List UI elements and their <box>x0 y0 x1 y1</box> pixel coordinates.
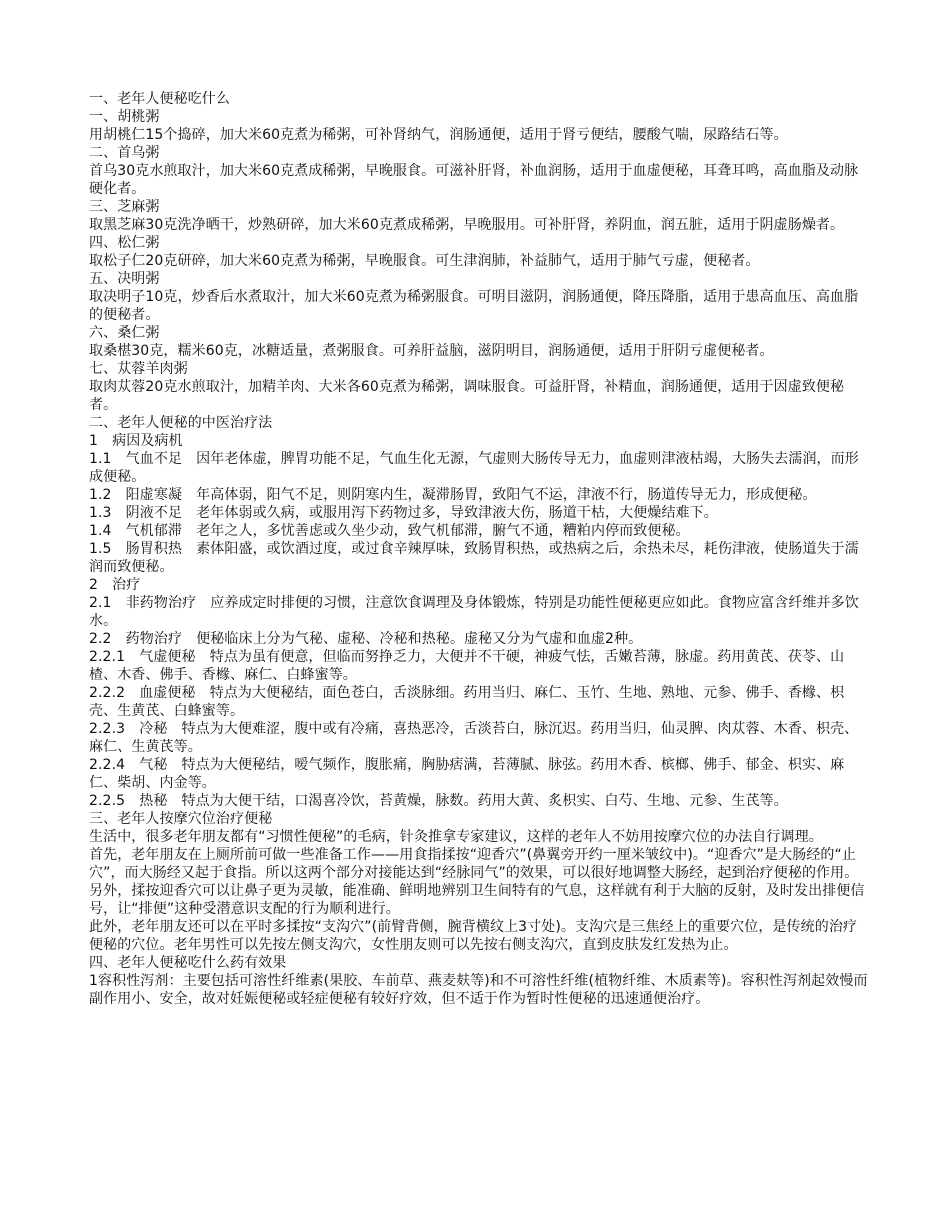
text-line: 1 病因及病机 <box>89 433 183 449</box>
text-line: 取决明子10克，炒香后水煮取汁，加大米60克煮为稀粥服食。可明目滋阴，润肠通便，降压降脂，适用于患高血压、高血脂的便秘者。 <box>89 289 859 323</box>
text-line: 取桑椹30克，糯米60克，冰糖适量，煮粥服食。可养肝益脑，滋阴明目，润肠通便，适用于肝阴亏虚便秘者。 <box>89 343 774 359</box>
text-line: 取肉苁蓉20克水煎取汁，加精羊肉、大米各60克煮为稀粥，调味服食。可益肝肾，补精血，润肠通便，适用于因虚致便秘者。 <box>89 379 845 413</box>
document-body <box>89 90 868 1008</box>
text-line: 生活中，很多老年朋友都有“习惯性便秘”的毛病，针灸推拿专家建议，这样的老年人不妨用按摩穴位的办法自行调理。 <box>89 829 823 845</box>
text-line: 用胡桃仁15个捣碎，加大米60克煮为稀粥，可补肾纳气，润肠通便，适用于肾亏便结，腰酸气喘，尿路结石等。 <box>89 127 788 143</box>
text-line: 七、苁蓉羊肉粥 <box>89 361 188 377</box>
text-line: 1.3 阴液不足 老年体弱或久病，或服用泻下药物过多，导致津液大伤，肠道干枯，大便燥结难下。 <box>89 505 718 521</box>
text-line: 2.1 非药物治疗 应养成定时排便的习惯，注意饮食调理及身体锻炼，特别是功能性便秘更应如此。食物应富含纤维并多饮水。 <box>89 595 859 629</box>
text-line: 四、老年人便秘吃什么药有效果 <box>89 955 287 971</box>
text-line: 二、老年人便秘的中医治疗法 <box>89 415 273 431</box>
text-line: 2.2.2 血虚便秘 特点为大便秘结，面色苍白，舌淡脉细。药用当归、麻仁、玉竹、生地、熟地、元参、佛手、香橼、枳壳、生黄芪、白蜂蜜等。 <box>89 685 845 719</box>
text-line: 三、老年人按摩穴位治疗便秘 <box>89 811 273 827</box>
text-line: 2.2 药物治疗 便秘临床上分为气秘、虚秘、冷秘和热秘。虚秘又分为气虚和血虚2种。 <box>89 631 643 647</box>
text-line: 1容积性泻剂：主要包括可溶性纤维素(果胶、车前草、燕麦麸等)和不可溶性纤维(植物纤维、木质素等)。容积性泻剂起效慢而副作用小、安全，故对妊娠便秘或轻症便秘有较好疗效，但不适于作为暂时性便秘的迅速通便治疗。 <box>89 973 868 1007</box>
text-line: 2.2.5 热秘 特点为大便干结，口渴喜冷饮，苔黄燥，脉数。药用大黄、炙枳实、白芍、生地、元参、生芪等。 <box>89 793 788 809</box>
text-line: 六、桑仁粥 <box>89 325 160 341</box>
text-line: 此外，老年朋友还可以在平时多揉按“支沟穴”(前臂背侧，腕背横纹上3寸处)。支沟穴是三焦经上的重要穴位，是传统的治疗便秘的穴位。老年男性可以先按左侧支沟穴，女性朋友则可以先按右侧支沟穴，直到皮肤发红发热为止。 <box>89 919 858 953</box>
text-line: 2.2.4 气秘 特点为大便秘结，嗳气频作，腹胀痛，胸胁痞满，苔薄腻、脉弦。药用木香、槟榔、佛手、郁金、枳实、麻仁、柴胡、内金等。 <box>89 757 845 791</box>
text-line: 首先，老年朋友在上厕所前可做一些准备工作——用食指揉按“迎香穴”(鼻翼旁开约一厘米皱纹中)。“迎香穴”是大肠经的“止穴”，而大肠经又起于食指。所以这两个部分对接能达到“经脉同气”的效果，可以很好地调整大肠经，起到治疗便秘的作用。另外，揉按迎香穴可以让鼻子更为灵敏，能准确、鲜明地辨别卫生间特有的气息，这样就有利于大脑的反射，及时发出排便信号，让“排便”这种受潜意识支配的行为顺利进行。 <box>89 847 865 917</box>
text-line: 取黑芝麻30克洗净晒干，炒熟研碎，加大米60克煮成稀粥，早晚服用。可补肝肾，养阴血，润五脏，适用于阴虚肠燥者。 <box>89 217 845 233</box>
text-line: 2 治疗 <box>89 577 141 593</box>
text-line: 取松子仁20克研碎，加大米60克煮为稀粥，早晚服食。可生津润肺，补益肺气，适用于肺气亏虚，便秘者。 <box>89 253 760 269</box>
text-line: 首乌30克水煎取汁，加大米60克煮成稀粥，早晚服食。可滋补肝肾，补血润肠，适用于血虚便秘，耳聋耳鸣，高血脂及动脉硬化者。 <box>89 163 859 197</box>
text-line: 一、老年人便秘吃什么 <box>89 91 230 107</box>
text-line: 1.4 气机郁滞 老年之人，多忧善虑或久坐少动，致气机郁滞，腑气不通，糟粕内停而致便秘。 <box>89 523 690 539</box>
text-line: 1.5 肠胃积热 素体阳盛，或饮酒过度，或过食辛辣厚味，致肠胃积热，或热病之后，余热未尽，耗伤津液，使肠道失于濡润而致便秘。 <box>89 541 859 575</box>
text-line: 二、首乌粥 <box>89 145 160 161</box>
text-line: 三、芝麻粥 <box>89 199 160 215</box>
text-line: 1.2 阳虚寒凝 年高体弱，阳气不足，则阴寒内生，凝滞肠胃，致阳气不运，津液不行，肠道传导无力，形成便秘。 <box>89 487 817 503</box>
text-line: 2.2.1 气虚便秘 特点为虽有便意，但临而努挣乏力，大便并不干硬，神疲气怯，舌嫩苔薄，脉虚。药用黄芪、茯苓、山楂、木香、佛手、香橼、麻仁、白蜂蜜等。 <box>89 649 845 683</box>
text-line: 四、松仁粥 <box>89 235 160 251</box>
text-line: 一、胡桃粥 <box>89 109 160 125</box>
text-line: 1.1 气血不足 因年老体虚，脾胃功能不足，气血生化无源，气虚则大肠传导无力，血虚则津液枯竭，大肠失去濡润，而形成便秘。 <box>89 451 859 485</box>
text-line: 五、决明粥 <box>89 271 160 287</box>
text-line: 2.2.3 冷秘 特点为大便难涩，腹中或有冷痛，喜热恶冷，舌淡苔白，脉沉迟。药用当归，仙灵脾、肉苁蓉、木香、枳壳、麻仁、生黄芪等。 <box>89 721 859 755</box>
